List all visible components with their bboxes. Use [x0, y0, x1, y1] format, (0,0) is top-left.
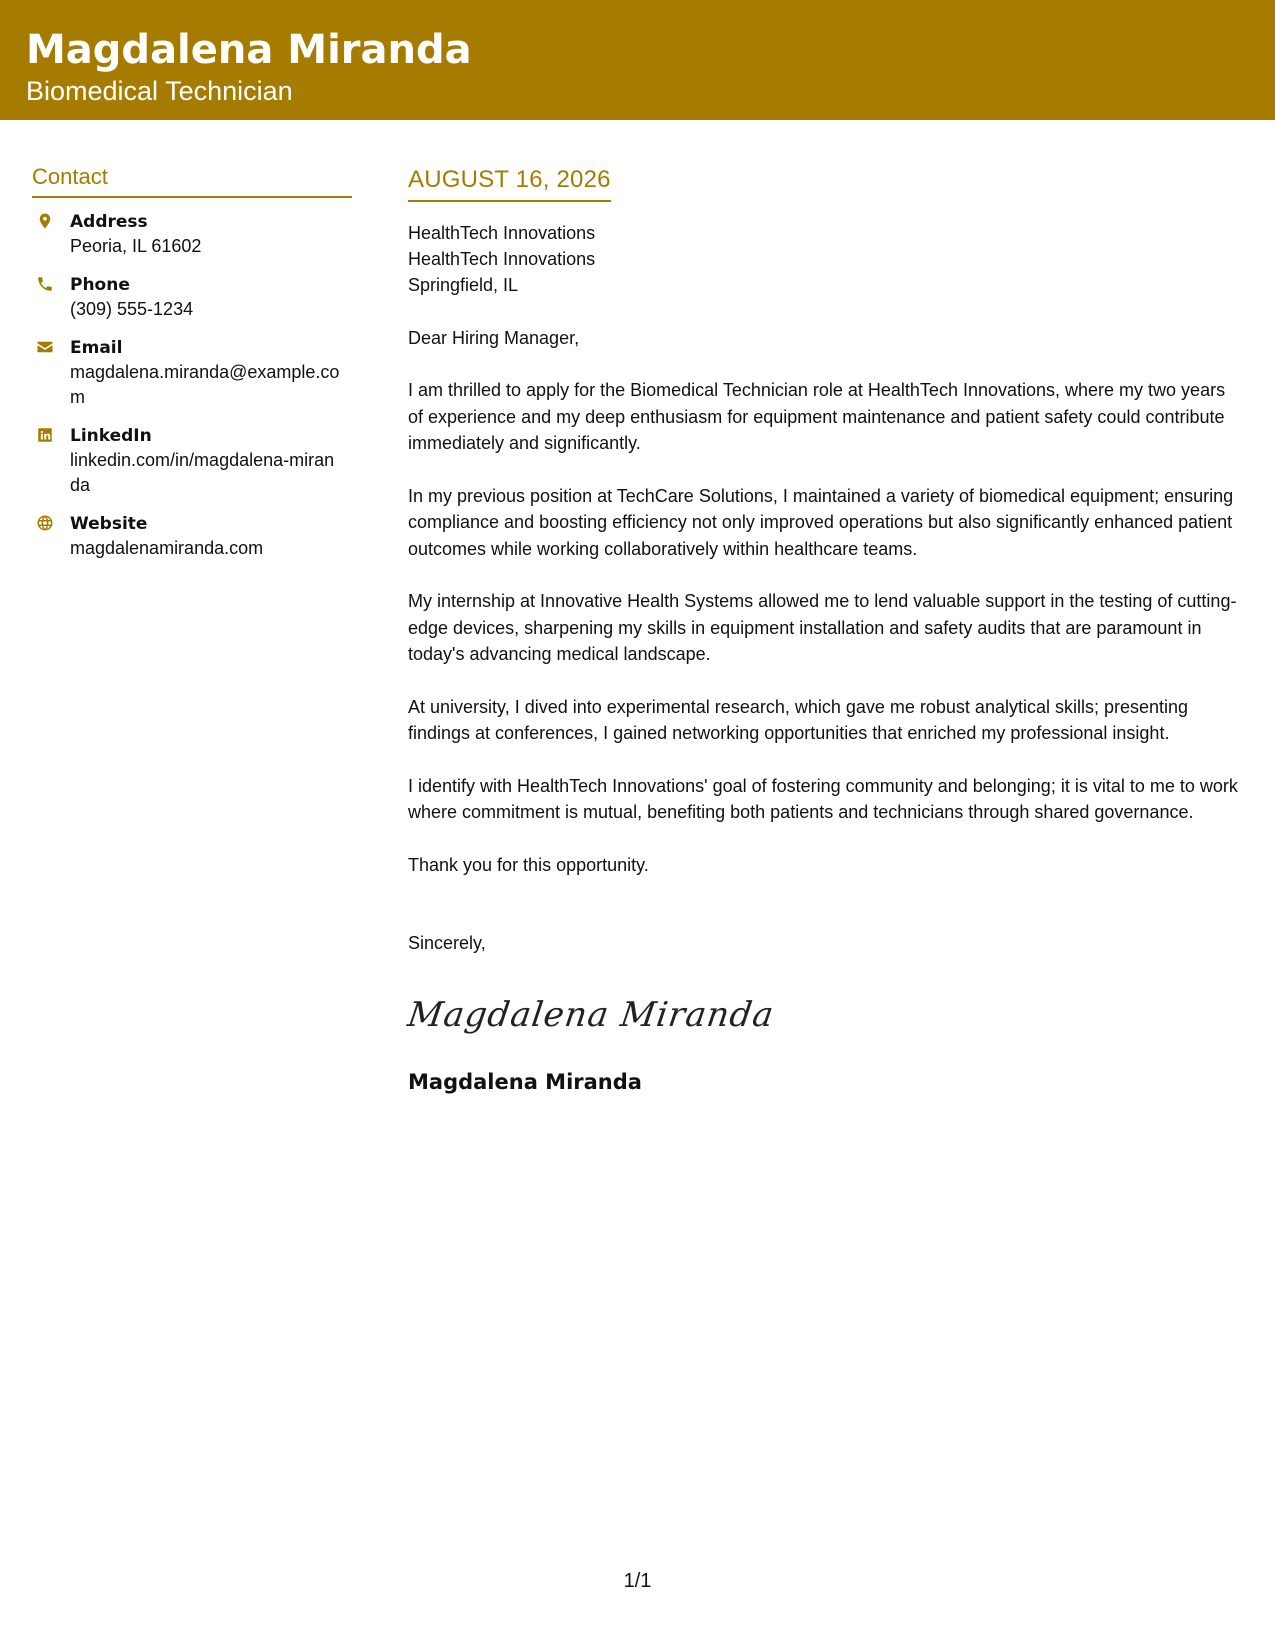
salutation: Dear Hiring Manager, — [408, 328, 580, 348]
applicant-role: Biomedical Technician — [26, 76, 293, 106]
recipient-line: HealthTech Innovations — [408, 223, 596, 243]
letter-paragraph: In my previous position at TechCare Solutions, I maintained a variety of biomedical equipment; ensuring compliance and boosting efficiency not only improved operations but also significantly enhanced patient outcomes while working collaboratively within healthcare teams. — [408, 485, 1234, 559]
contact-list — [32, 210, 352, 561]
contact-label-phone: Phone — [70, 275, 130, 295]
contact-item-website — [32, 512, 352, 561]
letter-body — [405, 164, 1243, 1096]
envelope-icon — [36, 338, 54, 356]
closing: Sincerely, — [408, 933, 486, 953]
contact-value-address: Peoria, IL 61602 — [70, 236, 202, 256]
contact-value-phone: (309) 555-1234 — [70, 299, 194, 319]
signer-name: Magdalena Miranda — [408, 1070, 642, 1094]
recipient-line: Springfield, IL — [408, 275, 519, 295]
contact-label-address: Address — [70, 212, 148, 232]
linkedin-icon — [36, 426, 54, 444]
contact-value-linkedin[interactable]: linkedin.com/in/magdalena-miranda — [70, 450, 335, 495]
contact-item-phone — [32, 273, 352, 322]
letter-date: AUGUST 16, 2026 — [408, 164, 611, 202]
contact-value-website[interactable]: magdalenamiranda.com — [70, 538, 264, 558]
contact-label-linkedin: LinkedIn — [70, 426, 152, 446]
globe-icon — [36, 514, 54, 532]
contact-label-email: Email — [70, 338, 123, 358]
phone-icon — [36, 275, 54, 293]
recipient-line: HealthTech Innovations — [408, 249, 596, 269]
recipient-block — [408, 220, 1243, 298]
letter-paragraph: I am thrilled to apply for the Biomedical Technician role at HealthTech Innovations, where my two years of experience and my deep enthusiasm for equipment maintenance and patient safety could contribute immediately and significantly. — [408, 380, 1226, 453]
contact-section-title: Contact — [32, 162, 352, 198]
handwritten-signature: Magdalena Miranda — [405, 995, 777, 1035]
contact-item-address — [32, 210, 352, 259]
page-number: 1/1 — [623, 1570, 652, 1592]
letter-paragraph: At university, I dived into experimental research, which gave me robust analytical skills; presenting findings at conferences, I gained networking opportunities that enriched my professional insight. — [408, 696, 1189, 743]
header-banner — [0, 0, 1275, 120]
contact-value-email[interactable]: magdalena.miranda@example.com — [70, 362, 340, 407]
contact-item-linkedin — [32, 424, 352, 498]
letter-paragraph: Thank you for this opportunity. — [408, 854, 649, 875]
applicant-name: Magdalena Miranda — [26, 27, 472, 73]
map-pin-icon — [36, 212, 54, 230]
letter-paragraph: My internship at Innovative Health Systems allowed me to lend valuable support in the testing of cutting-edge devices, sharpening my skills in equipment installation and safety audits that are paramount in today's advancing medical landscape. — [408, 591, 1237, 664]
contact-sidebar — [32, 162, 352, 575]
contact-label-website: Website — [70, 514, 148, 534]
contact-item-email — [32, 336, 352, 410]
letter-paragraph: I identify with HealthTech Innovations' goal of fostering community and belonging; it is vital to me to work where commitment is mutual, benefiting both patients and technicians through shared governance. — [408, 775, 1238, 822]
